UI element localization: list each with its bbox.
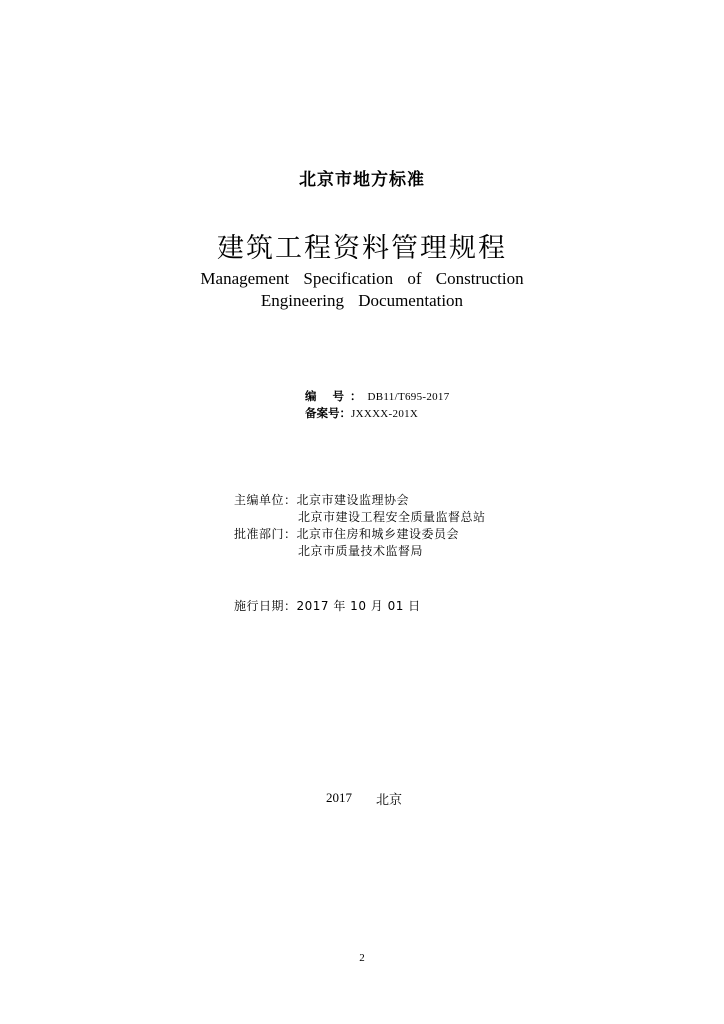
chief-editor-row — [234, 491, 409, 508]
chief-editor-label: 主编单位： — [234, 493, 297, 507]
approver-org-1: 北京市住房和城乡建设委员会 — [296, 527, 460, 541]
record-number-value: JXXXX-201X — [351, 408, 419, 420]
effective-date-value: 2017 年 10 月 01 日 — [296, 599, 421, 613]
standard-code-row — [305, 388, 450, 404]
record-number-label: 备案号： — [305, 406, 351, 420]
standard-code-label: 编 号： — [305, 389, 368, 403]
effective-date-row — [234, 597, 421, 614]
publication-city: 北京 — [376, 793, 403, 808]
document-title-english-line2: Engineering Documentation — [260, 291, 464, 310]
approver-row — [234, 525, 459, 542]
approver-org-2: 北京市质量技术监督局 — [298, 544, 424, 558]
publication-year: 2017 — [326, 790, 352, 805]
page-number: 2 — [359, 952, 365, 964]
chief-editor-org-2: 北京市建设工程安全质量监督总站 — [298, 510, 486, 524]
standard-type-heading: 北京市地方标准 — [299, 170, 425, 190]
record-number-row — [305, 405, 418, 421]
approver-label: 批准部门： — [234, 527, 297, 541]
document-title-english-line1: Management Specification of Construction — [200, 269, 524, 288]
effective-date-label: 施行日期： — [234, 599, 297, 613]
standard-code-value: DB11/T695-2017 — [367, 391, 450, 403]
chief-editor-org-1: 北京市建设监理协会 — [296, 493, 410, 507]
document-title-chinese: 建筑工程资料管理规程 — [217, 233, 507, 264]
